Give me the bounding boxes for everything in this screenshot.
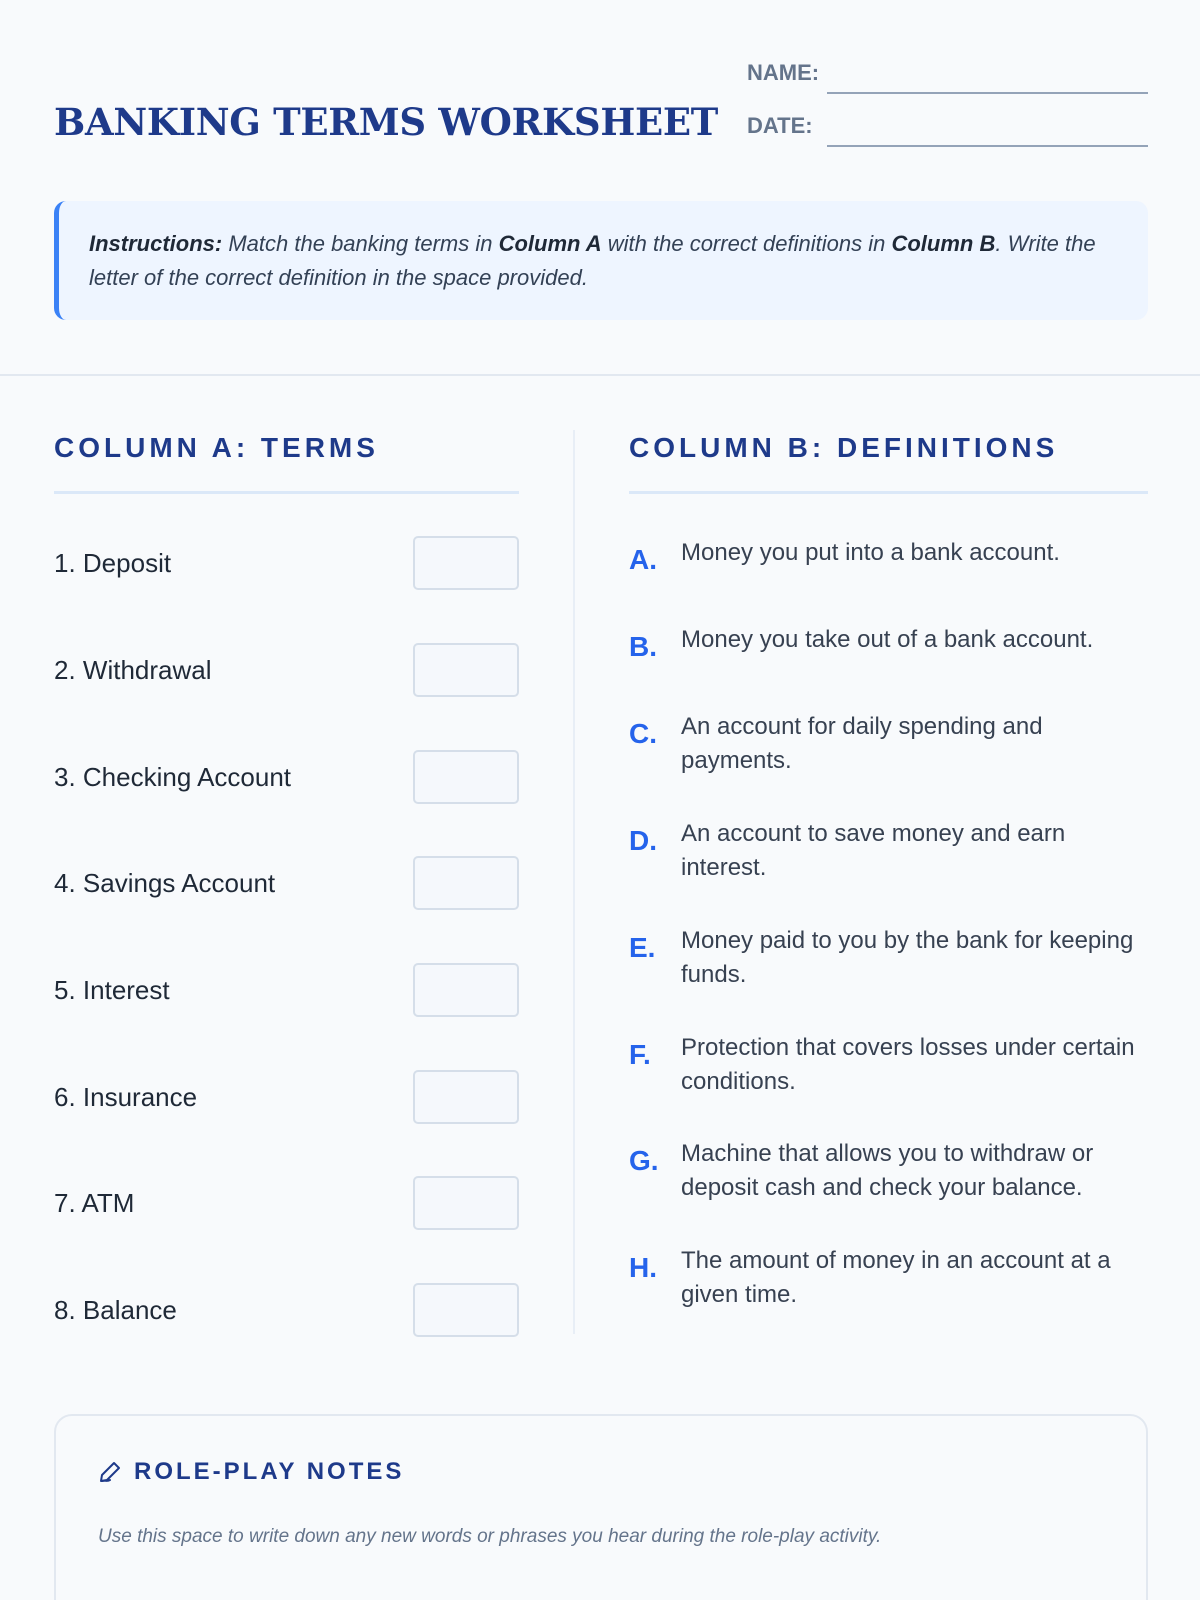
term-label: 5. Interest bbox=[54, 975, 170, 1005]
term-row bbox=[54, 643, 519, 697]
answer-box[interactable] bbox=[413, 1283, 519, 1337]
definition-letter: A. bbox=[629, 544, 657, 575]
column-separator bbox=[573, 430, 575, 1334]
date-field[interactable] bbox=[827, 113, 1148, 147]
role-play-notes bbox=[54, 1414, 1148, 1600]
column-b-heading: COLUMN B: DEFINITIONS bbox=[629, 432, 1148, 494]
term-row bbox=[54, 1283, 519, 1337]
instructions-lead: Instructions: bbox=[89, 231, 223, 256]
definition-letter: D. bbox=[629, 825, 657, 856]
column-a-heading: COLUMN A: TERMS bbox=[54, 432, 519, 494]
name-label: NAME: bbox=[747, 60, 820, 85]
definition-letter: E. bbox=[629, 932, 656, 963]
notes-title: ROLE-PLAY NOTES bbox=[134, 1458, 405, 1485]
term-label: 1. Deposit bbox=[54, 548, 172, 578]
worksheet-header bbox=[54, 54, 1148, 194]
term-row bbox=[54, 963, 519, 1017]
answer-box[interactable] bbox=[413, 750, 519, 804]
pen-icon bbox=[98, 1460, 122, 1484]
instructions-box bbox=[54, 201, 1148, 320]
term-label: 4. Savings Account bbox=[54, 868, 276, 898]
answer-box[interactable] bbox=[413, 1070, 519, 1124]
notes-subtitle: Use this space to write down any new words or phrases you hear during the role-play activity. bbox=[98, 1526, 882, 1547]
notes-header bbox=[98, 1458, 404, 1486]
answer-box[interactable] bbox=[413, 963, 519, 1017]
page-title: BANKING TERMS WORKSHEET bbox=[54, 100, 719, 144]
column-b bbox=[629, 432, 1148, 1308]
definition-text: An account to save money and earn interest. bbox=[681, 820, 1066, 881]
definition-text: Protection that covers losses under certain conditions. bbox=[681, 1034, 1135, 1095]
instructions-text-1: Match the banking terms in bbox=[222, 231, 499, 256]
definition-text: An account for daily spending and payments. bbox=[681, 713, 1043, 774]
name-field[interactable] bbox=[827, 60, 1148, 94]
term-row bbox=[54, 856, 519, 910]
term-label: 3. Checking Account bbox=[54, 762, 292, 792]
definition-text: The amount of money in an account at a given time. bbox=[681, 1247, 1111, 1308]
definition-text: Money you take out of a bank account. bbox=[681, 626, 1094, 653]
definition-letter: C. bbox=[629, 718, 657, 749]
instructions-column-b: Column B bbox=[891, 231, 996, 256]
definition-letter: H. bbox=[629, 1252, 657, 1283]
term-row bbox=[54, 536, 519, 590]
answer-box[interactable] bbox=[413, 856, 519, 910]
section-divider bbox=[0, 374, 1200, 376]
term-row bbox=[54, 1070, 519, 1124]
term-label: 6. Insurance bbox=[54, 1082, 198, 1112]
term-row bbox=[54, 1176, 519, 1230]
answer-box[interactable] bbox=[413, 536, 519, 590]
instructions-text-2: with the correct definitions in bbox=[601, 231, 892, 256]
definition-letter: F. bbox=[629, 1039, 651, 1070]
answer-box[interactable] bbox=[413, 1176, 519, 1230]
definition-text: Machine that allows you to withdraw or deposit cash and check your balance. bbox=[681, 1140, 1094, 1201]
instructions-text-3: . Write the letter of the correct definition in the space provided. bbox=[89, 231, 1096, 290]
name-field-row bbox=[747, 54, 1148, 94]
definition-text: Money paid to you by the bank for keeping funds. bbox=[681, 927, 1134, 988]
date-label: DATE: bbox=[747, 113, 813, 138]
answer-box[interactable] bbox=[413, 643, 519, 697]
definition-letter: G. bbox=[629, 1145, 659, 1176]
term-label: 7. ATM bbox=[54, 1188, 135, 1218]
instructions-column-a: Column A bbox=[498, 231, 602, 256]
date-field-row bbox=[747, 107, 1148, 147]
term-label: 2. Withdrawal bbox=[54, 655, 212, 685]
column-a bbox=[54, 432, 519, 1325]
definition-text: Money you put into a bank account. bbox=[681, 539, 1060, 566]
term-row bbox=[54, 750, 519, 804]
definition-letter: B. bbox=[629, 631, 657, 662]
term-label: 8. Balance bbox=[54, 1295, 177, 1325]
